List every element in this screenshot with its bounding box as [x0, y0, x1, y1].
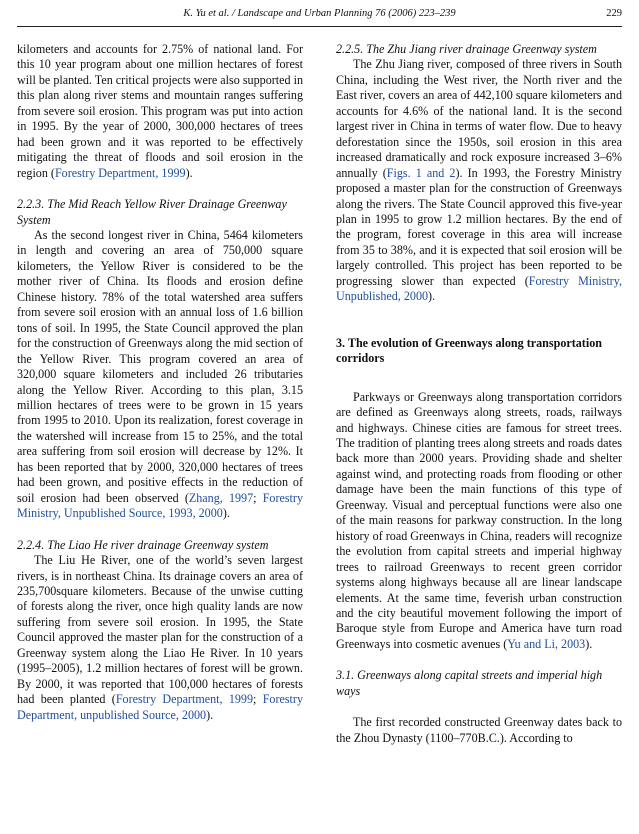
page-number: 229 [606, 8, 622, 19]
subsection-heading-3-1: 3.1. Greenways along capital streets and imperial high ways [336, 668, 603, 698]
paragraph-text: ). [585, 636, 593, 651]
left-column [17, 42, 303, 723]
paragraph-text: The Liu He River, one of the world’s seven largest rivers, is in northeast China. Its drainage covers an area of 235,700square kilometers. Because of the unwise cutting of forests along the river, once high quality lands are now suffering from severe soil erosion. In 1995, the State Council approved the master plan for the construction of a Greenway system along the Liao He River. In 10 years (1995–2005), 1.2 million hectares of forest will be grown. By 2000, it was reported that 100,000 hectares of forests had been planted ( [17, 553, 303, 707]
subsection-heading-2-2-3: 2.2.3. The Mid Reach Yellow River Drainage Greenway System [17, 197, 287, 227]
paragraph-text: Parkways or Greenways along transportation corridors are defined as Greenways along streets, roads, railways and highways. Chinese cities are famous for street trees. The tradition of planting trees along streets and roads dates back more than 2000 years. Providing shade and shelter against wind, and protecting roads from flooding or other damage have been the main functions of this type of Greenway. Visual and perceptual functions were also one of the main reasons for parkway construction. In the long history of road Greenways in China, readers will recognize the evolution from capital streets and imperial highway trees to railroad Greenways to recent green corridor systems along highways because all are linear landscape elements. At the same time, feverish urban construction and the city beautiful movement following the import of Baroque style from Europe and America have turn road Greenways into cosmetic avenues ( [336, 389, 622, 651]
paragraph-text: ). [206, 707, 214, 722]
paragraph-text: As the second longest river in China, 5464 kilometers in length and covering an area of 750,000 square kilometers, the Yellow River is considered to be the mother river of China. Its floods and erosion define Chinese history. 78% of the total watershed area suffers from severe soil erosion with an annual loss of 1.6 billion tons of soil. In 1995, the State Council approved the plan for the construction of Greenways along the mid section of the Yellow River. This program covered an area of 320,000 square kilometers and included 26 tributaries along the Yellow River. According to this plan, 3.15 million hectares of trees were to be grown in 15 years from 1995 to 2010. Upon its realization, forest coverage in the watershed will increase from 15 to 25%, and the total area suffering from soil erosion will decrease by 12%. It has been reported that by 2000, 320,000 hectares of trees had been grown, and positive effects in the reduction of soil erosion had been observed ( [17, 227, 303, 505]
subsection-heading-2-2-4: 2.2.4. The Liao He river drainage Greenway system [17, 537, 269, 552]
right-column [336, 42, 622, 746]
paragraph-zhou-dynasty: The first recorded constructed Greenway dates back to the Zhou Dynasty (1100–770B.C.). According to [336, 715, 622, 745]
paragraph-text: ). [222, 506, 230, 521]
paragraph-text: ). In 1993, the Forestry Ministry proposed a master plan for the construction of Greenways along the rivers. The State Council approved this five-year plan in 1995 to grow 1.2 million hectares. By the end of the program, forest coverage in this area will increase from 35 to 38%, and it is expected that soil erosion will be largely controlled. This project has been reported to be progressing slower than expected ( [336, 165, 622, 288]
paragraph-text: ; [253, 490, 263, 505]
paragraph-continued [17, 42, 303, 181]
citation-link[interactable]: Forestry Ministry, Unpublished, 2000 [336, 273, 622, 304]
paragraph-yellow-river [17, 228, 303, 522]
citation-link[interactable]: Forestry Department, 1999 [54, 165, 186, 180]
citation-link[interactable]: Forestry Ministry, Unpublished Source, 1993, 2000 [17, 490, 303, 521]
paragraph-zhu-jiang [336, 57, 622, 304]
paragraph-text: kilometers and accounts for 2.75% of national land. For this 10 year program about one million hectares of forest will be planted. Ten critical projects were also supported in this plan along river stems and mountain ranges suffering from severe soil erosion. This program was put into action in 1995. By the year of 2000, 300,000 hectares of trees had been grown and it was reported to be effectively mitigating the threat of floods and soil erosion in the region ( [17, 42, 303, 180]
running-header [17, 8, 622, 28]
paragraph-text: ; [253, 692, 263, 707]
paragraph-liao-he [17, 553, 303, 723]
subsection-heading-2-2-5: 2.2.5. The Zhu Jiang river drainage Greenway system [336, 42, 597, 56]
paragraph-text: ). [185, 165, 193, 180]
citation-link[interactable]: Forestry Department, unpublished Source, 2000 [17, 692, 303, 722]
citation-link[interactable]: Yu and Li, 2003 [507, 636, 586, 651]
paragraph-text: The Zhu Jiang river, composed of three rivers in South China, including the West river, the North river and the East river, covers an area of 442,100 square kilometers and accounts for 4.6% of the national land. It is the second largest river in China in terms of water flow. Due to heavy deforestation since the 1950s, soil erosion in this area increased dramatically and rock exposure increased 3–6% annually ( [336, 57, 622, 180]
figure-reference-link[interactable]: Figs. 1 and 2 [386, 165, 456, 180]
citation-link[interactable]: Zhang, 1997 [188, 490, 254, 505]
paragraph-transportation [336, 390, 622, 653]
paragraph-text: ). [428, 289, 436, 304]
running-title: K. Yu et al. / Landscape and Urban Planning 76 (2006) 223–239 [183, 8, 456, 19]
section-heading-3: 3. The evolution of Greenways along transportation corridors [336, 335, 602, 366]
citation-link[interactable]: Forestry Department, 1999 [115, 692, 254, 707]
header-rule [17, 26, 622, 27]
